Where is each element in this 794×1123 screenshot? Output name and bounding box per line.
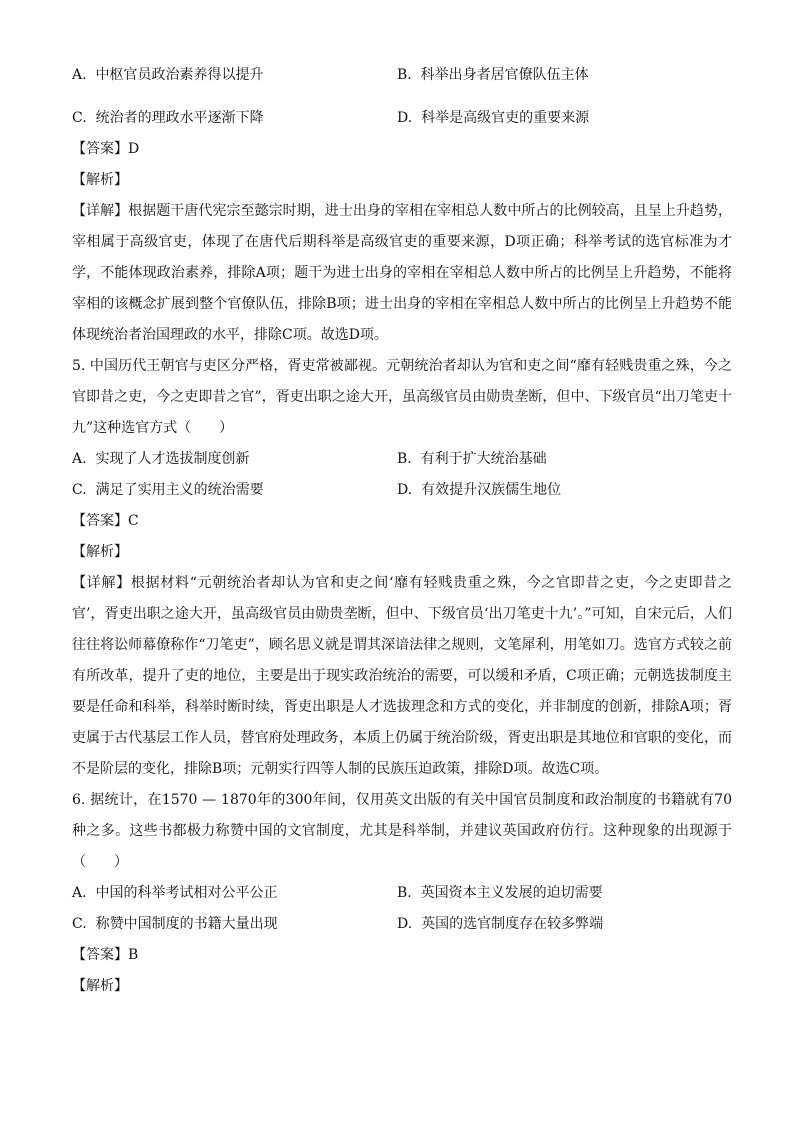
q5-option-b: B. 有利于扩大统治基础: [397, 451, 547, 467]
q6-analysis-heading: 【解析】: [72, 978, 128, 994]
q4-option-d: D. 科举是高级官吏的重要来源: [397, 110, 590, 126]
q6-options-row-1: [72, 878, 732, 909]
q4-option-b: B. 科举出身者居官僚队伍主体: [397, 67, 589, 83]
q4-analysis-heading: 【解析】: [72, 172, 128, 188]
q6-stem: 6. 据统计，在1570 — 1870年的300年间，仅用英文出版的有关中国官员制度和政治制度的书籍就有70种之多。这些书都极力称赞中国的文官制度，尤其是科举制，并建议英国政府仿行。这种现象的出现源于（ ）: [72, 792, 732, 870]
q6-option-b: B. 英国资本主义发展的迫切需要: [397, 885, 603, 901]
q6-option-c: C. 称赞中国制度的书籍大量出现: [72, 916, 278, 932]
q5-detail: 【详解】根据材料“元朝统治者却认为官和吏之间‘靡有轻贱贵重之殊，今之官即昔之吏，今之吏即昔之官’，胥吏出职之途大开，虽高级官员由勋贵垄断，但中、下级官员‘出刀笔吏十九’。”可知，自宋元后，人们往往将讼师幕僚称作“刀笔吏”，顾名思义就是谓其深谙法律之规则，文笔犀利，用笔如刀。选官方式较之前有所改革，提升了吏的地位，主要是出于现实政治统治的需要，可以缓和矛盾，C项正确；元朝选拔制度主要是任命和科举，科举时断时续，胥吏出职是人才选拔理念和方式的变化，并非制度的创新，排除A项；胥吏属于古代基层工作人员，替官府处理政务，本质上仍属于统治阶级，胥吏出职是其地位和官职的变化，而不是阶层的变化，排除B项；元朝实行四等人制的民族压迫政策，排除D项。故选C项。: [72, 575, 732, 777]
q5-option-c: C. 满足了实用主义的统治需要: [72, 482, 264, 498]
q4-detail: 【详解】根据题干唐代宪宗至懿宗时期，进士出身的宰相在宰相总人数中所占的比例较高，且呈上升趋势，宰相属于高级官吏，体现了在唐代后期科举是高级官吏的重要来源，D项正确；科举考试的选官标准为才学，不能体现政治素养，排除A项；题干为进士出身的宰相在宰相总人数中所占的比例呈上升趋势，不能将宰相的该概念扩展到整个官僚队伍，排除B项；进士出身的宰相在宰相总人数中所占的比例呈上升趋势不能体现统治者治国理政的水平，排除C项。故选D项。: [72, 203, 732, 343]
q4-option-a: A. 中枢官员政治素养得以提升: [72, 67, 264, 83]
q5-option-a: A. 实现了人才选拔制度创新: [72, 451, 250, 467]
q5-stem: 5. 中国历代王朝官与吏区分严格，胥吏常被鄙视。元朝统治者却认为官和吏之间“靡有轻贱贵重之殊，今之官即昔之吏，今之吏即昔之官”，胥吏出职之途大开，虽高级官员由勋贵垄断，但中、下级官员“出刀笔吏十九”这种选官方式（ ）: [72, 358, 732, 436]
q4-options-row-1: [72, 60, 732, 91]
q5-answer: 【答案】C: [72, 513, 139, 529]
q5-option-d: D. 有效提升汉族儒生地位: [397, 482, 562, 498]
q4-answer: 【答案】D: [72, 141, 140, 157]
q5-options-row-1: [72, 444, 732, 475]
exam-page: [72, 60, 732, 1002]
q6-option-a: A. 中国的科举考试相对公平公正: [72, 885, 278, 901]
q6-options-row-2: [72, 909, 732, 940]
q6-answer: 【答案】B: [72, 947, 139, 963]
q6-option-d: D. 英国的选官制度存在较多弊端: [397, 916, 604, 932]
q4-option-c: C. 统治者的理政水平逐渐下降: [72, 110, 264, 126]
q5-options-row-2: [72, 475, 732, 506]
q5-analysis-heading: 【解析】: [72, 544, 128, 560]
q4-options-row-2: [72, 103, 732, 134]
